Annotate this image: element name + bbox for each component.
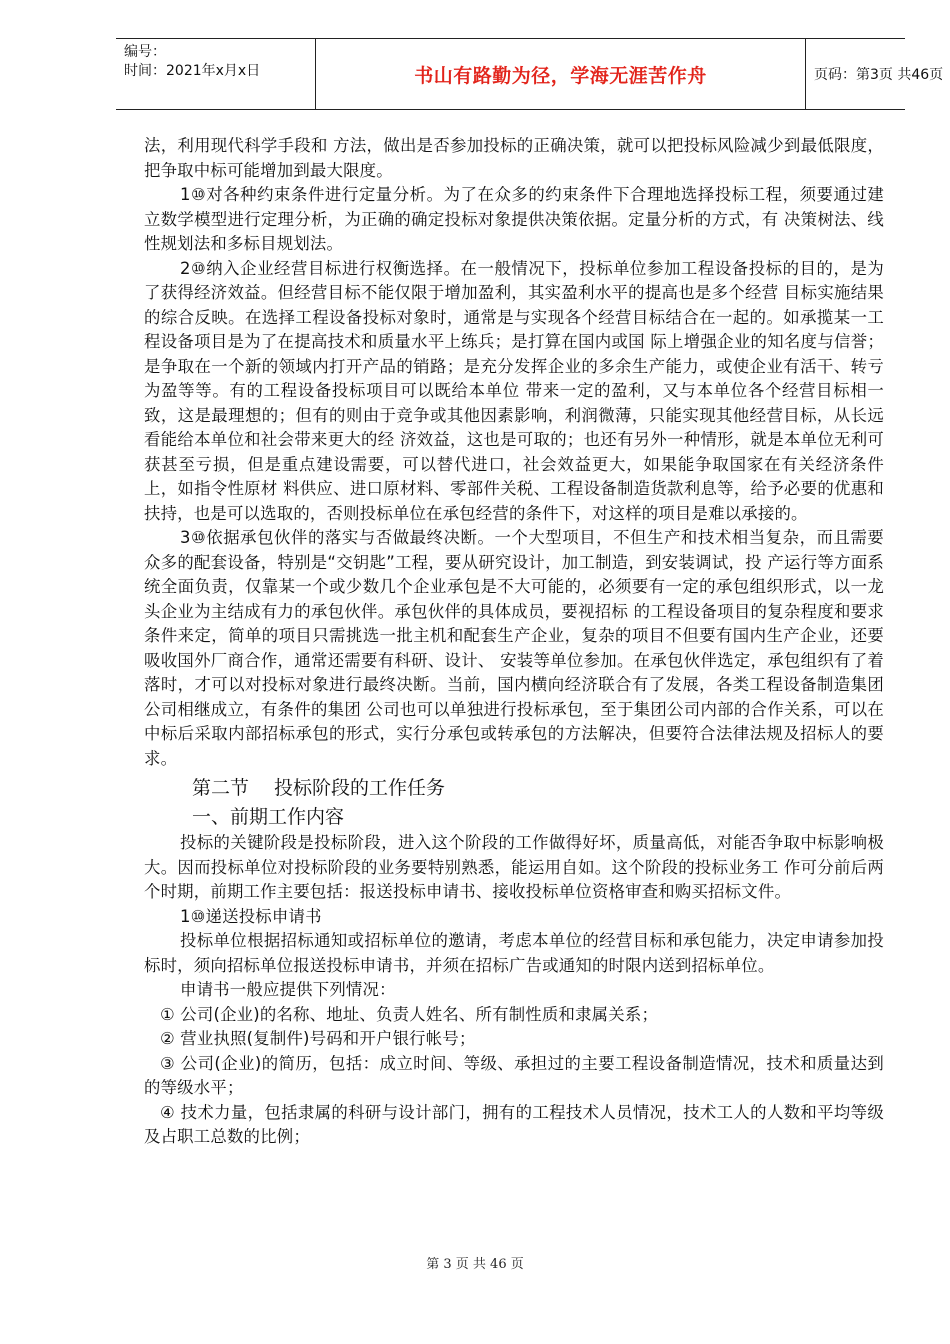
paragraph: 3⑩依据承包伙伴的落实与否做最终决断。一个大型项目，不但生产和技术相当复杂，而且需要众多的配套设备，特别是“交钥匙”工程，要从研究设计，加工制造，到安装调试，投 产运行等方面系统全面负责，仅靠某一个或少数几个企业承包是不大可能的，必须要有一定的承包组织形式，以一龙头企业为主结成有力的承包伙伴。承包伙伴的具体成员，要视招标 的工程设备项目的复杂程度和要求条件来定，简单的项目只需挑选一批主机和配套生产企业，复杂的项目不但要有国内生产企业，还要吸收国外厂商合作，通常还需要有科研、设计、 安装等单位参加。在承包伙伴选定，承包组织有了着落时，才可以对投标对象进行最终决断。当前，国内横向经济联合有了发展，各类工程设备制造集团公司相继成立，有条件的集团 公司也可以单独进行投标承包，至于集团公司内部的合作关系，可以在中标后采取内部招标承包的形式，实行分承包或转承包的方法解决，但要符合法律法规及招标人的要求。	[144, 528, 884, 768]
document-body	[144, 134, 884, 1150]
motto-text: 书山有路勤为径，学海无涯苦作舟	[414, 64, 707, 87]
page-header	[116, 38, 944, 110]
page-footer: 第 3 页 共 46 页	[426, 1257, 524, 1272]
header-motto-cell	[316, 39, 806, 109]
doc-number-label: 编号：	[124, 44, 166, 60]
page-code: 页码：第3页 共46页	[814, 67, 944, 83]
paragraph: 1⑩对各种约束条件进行定量分析。为了在众多的约束条件下合理地选择投标工程，须要通过建立数学模型进行定理分析，为正确的确定投标对象提供决策依据。定量分析的方式，有 决策树法、线性规划法和多标目规划法。	[144, 185, 884, 253]
list-item: ② 营业执照(复制件)号码和开户银行帐号；	[160, 1029, 476, 1048]
time-label: 时间：2021年x月x日	[124, 63, 261, 79]
section-title: 第二节 投标阶段的工作任务	[192, 777, 446, 799]
paragraph: 投标单位根据招标通知或招标单位的邀请，考虑本单位的经营目标和承包能力，决定申请参加投标时，须向招标单位报送投标申请书，并须在招标广告或通知的时限内送到招标单位。	[144, 931, 884, 975]
list-item: ① 公司(企业)的名称、地址、负责人姓名、所有制性质和隶属关系；	[160, 1004, 659, 1024]
list-item: ③ 公司(企业)的简历，包括：成立时间、等级、承担过的主要工程设备制造情况，技术和质量达到的等级水平；	[144, 1053, 884, 1097]
paragraph: 2⑩纳入企业经营目标进行权衡选择。在一般情况下，投标单位参加工程设备投标的目的，是为了获得经济效益。但经营目标不能仅限于增加盈利，其实盈利水平的提高也是多个经营 目标实施结果的综合反映。在选择工程设备投标对象时，通常是与实现各个经营目标结合在一起的。如承揽某一工程设备项目是为了在提高技术和质量水平上练兵；是打算在国内或国 际上增强企业的知名度与信誉；是争取在一个新的领域内打开产品的销路；是充分发挥企业的多余生产能力，或使企业有活干、转亏为盈等等。有的工程设备投标项目可以既给本单位 带来一定的盈利，又与本单位各个经营目标相一致，这是最理想的；但有的则由于竞争或其他因素影响，利润微薄，只能实现其他经营目标，从长远看能给本单位和社会带来更大的经 济效益，这也是可取的；也还有另外一种情形，就是本单位无利可获甚至亏损，但是重点建设需要，可以替代进口，社会效益更大，如果能争取国家在有关经济条件上，如指令性原材 料供应、进口原材料、零部件关税、工程设备制造货款利息等，给予必要的优惠和扶持，也是可以选取的，否则投标单位在承包经营的条件下，对这样的项目是难以承接的。	[144, 258, 884, 523]
header-page-cell	[806, 39, 944, 109]
list-item: ④ 技术力量，包括隶属的科研与设计部门，拥有的工程技术人员情况，技术工人的人数和平均等级及占职工总数的比例；	[144, 1102, 884, 1146]
paragraph: 法，利用现代科学手段和 方法，做出是否参加投标的正确决策，就可以把投标风险减少到最低限度，把争取中标可能增加到最大限度。	[144, 136, 884, 180]
paragraph: 投标的关键阶段是投标阶段，进入这个阶段的工作做得好坏，质量高低，对能否争取中标影响极大。因而投标单位对投标阶段的业务要特别熟悉，能运用自如。这个阶段的投标业务工 作可分前后两个时期，前期工作主要包括：报送投标申请书、接收投标单位资格审查和购买招标文件。	[144, 833, 884, 901]
item-heading: 1⑩递送投标申请书	[180, 906, 322, 926]
subsection-title: 一、前期工作内容	[192, 806, 345, 828]
header-meta-cell	[116, 39, 316, 109]
paragraph: 申请书一般应提供下列情况：	[180, 980, 396, 999]
